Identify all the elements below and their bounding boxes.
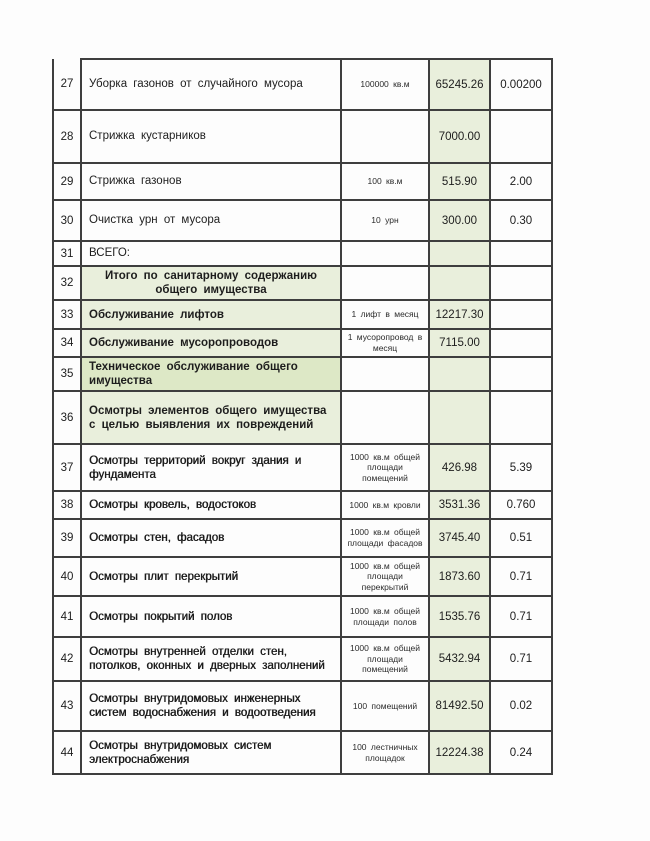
service-description-cell: Осмотры внутридомовых систем электроснабжения — [81, 731, 341, 774]
unit-of-measure-cell — [341, 110, 429, 163]
service-description-cell: Итого по санитарному содержанию общего имущества — [81, 266, 341, 300]
cost-value-cell: 81492.50 — [429, 681, 490, 731]
cost-value-cell — [429, 266, 490, 300]
table-row-33 — [53, 300, 552, 329]
row-number-cell: 37 — [53, 444, 81, 491]
service-description-cell: Осмотры плит перекрытий — [81, 557, 341, 596]
rate-value-cell: 0.30 — [490, 200, 552, 241]
table-row-32 — [53, 266, 552, 300]
table-row-27 — [53, 59, 552, 110]
rate-value-cell — [490, 300, 552, 329]
services-tariff-table — [52, 58, 553, 775]
row-number-cell: 38 — [53, 491, 81, 519]
service-description-cell: ВСЕГО: — [81, 241, 341, 266]
unit-of-measure-cell — [341, 266, 429, 300]
unit-of-measure-cell: 1000 кв.м общей площади помещений — [341, 444, 429, 491]
unit-of-measure-cell: 100 кв.м — [341, 163, 429, 200]
cost-value-cell: 7000.00 — [429, 110, 490, 163]
cost-value-cell: 3531.36 — [429, 491, 490, 519]
service-description-cell: Очистка урн от мусора — [81, 200, 341, 241]
service-description-cell: Осмотры стен, фасадов — [81, 519, 341, 557]
rate-value-cell: 0.02 — [490, 681, 552, 731]
unit-of-measure-cell: 100 лестничных площадок — [341, 731, 429, 774]
rate-value-cell: 0.71 — [490, 637, 552, 681]
row-number-cell: 32 — [53, 266, 81, 300]
rate-value-cell: 2.00 — [490, 163, 552, 200]
unit-of-measure-cell: 1000 кв.м общей площади полов — [341, 596, 429, 637]
service-description-cell: Осмотры элементов общего имущества с целью выявления их повреждений — [81, 391, 341, 444]
row-number-cell: 35 — [53, 357, 81, 391]
rate-value-cell — [490, 241, 552, 266]
table-row-36 — [53, 391, 552, 444]
cost-value-cell: 7115.00 — [429, 329, 490, 357]
row-number-cell: 34 — [53, 329, 81, 357]
row-number-cell: 39 — [53, 519, 81, 557]
table-row-41 — [53, 596, 552, 637]
service-description-cell: Стрижка газонов — [81, 163, 341, 200]
table-row-31 — [53, 241, 552, 266]
unit-of-measure-cell: 10 урн — [341, 200, 429, 241]
row-number-cell: 40 — [53, 557, 81, 596]
unit-of-measure-cell — [341, 357, 429, 391]
row-number-cell: 42 — [53, 637, 81, 681]
service-description-cell: Техническое обслуживание общего имущества — [81, 357, 341, 391]
row-number-cell: 28 — [53, 110, 81, 163]
unit-of-measure-cell: 1000 кв.м общей площади перекрытий — [341, 557, 429, 596]
rate-value-cell — [490, 110, 552, 163]
cost-value-cell: 65245.26 — [429, 59, 490, 110]
rate-value-cell: 5.39 — [490, 444, 552, 491]
service-description-cell: Осмотры покрытий полов — [81, 596, 341, 637]
rate-value-cell — [490, 391, 552, 444]
cost-value-cell: 5432.94 — [429, 637, 490, 681]
unit-of-measure-cell: 100 помещений — [341, 681, 429, 731]
unit-of-measure-cell: 1000 кв.м кровли — [341, 491, 429, 519]
rate-value-cell: 0.00200 — [490, 59, 552, 110]
cost-value-cell: 12217.30 — [429, 300, 490, 329]
cost-value-cell — [429, 241, 490, 266]
table-row-39 — [53, 519, 552, 557]
rate-value-cell: 0.71 — [490, 596, 552, 637]
row-number-cell: 27 — [53, 59, 81, 110]
service-description-cell: Обслуживание лифтов — [81, 300, 341, 329]
table-row-35 — [53, 357, 552, 391]
row-number-cell: 44 — [53, 731, 81, 774]
row-number-cell: 43 — [53, 681, 81, 731]
service-description-cell: Осмотры внутридомовых инженерных систем водоснабжения и водоотведения — [81, 681, 341, 731]
rate-value-cell: 0.24 — [490, 731, 552, 774]
rate-value-cell — [490, 329, 552, 357]
table-row-38 — [53, 491, 552, 519]
cost-value-cell — [429, 391, 490, 444]
service-description-cell: Осмотры кровель, водостоков — [81, 491, 341, 519]
rate-value-cell — [490, 357, 552, 391]
cost-value-cell: 426.98 — [429, 444, 490, 491]
table-row-40 — [53, 557, 552, 596]
unit-of-measure-cell: 1 лифт в месяц — [341, 300, 429, 329]
unit-of-measure-cell: 1000 кв.м общей площади помещений — [341, 637, 429, 681]
table-row-42 — [53, 637, 552, 681]
service-description-cell: Стрижка кустарников — [81, 110, 341, 163]
table-row-30 — [53, 200, 552, 241]
unit-of-measure-cell — [341, 391, 429, 444]
table-row-28 — [53, 110, 552, 163]
unit-of-measure-cell: 1 мусоропровод в месяц — [341, 329, 429, 357]
unit-of-measure-cell: 1000 кв.м общей площади фасадов — [341, 519, 429, 557]
row-number-cell: 30 — [53, 200, 81, 241]
cost-value-cell: 12224.38 — [429, 731, 490, 774]
cost-value-cell: 300.00 — [429, 200, 490, 241]
cost-value-cell: 515.90 — [429, 163, 490, 200]
unit-of-measure-cell: 100000 кв.м — [341, 59, 429, 110]
cost-value-cell: 1535.76 — [429, 596, 490, 637]
rate-value-cell: 0.71 — [490, 557, 552, 596]
table-row-34 — [53, 329, 552, 357]
cost-value-cell — [429, 357, 490, 391]
cost-value-cell: 1873.60 — [429, 557, 490, 596]
row-number-cell: 31 — [53, 241, 81, 266]
cost-value-cell: 3745.40 — [429, 519, 490, 557]
row-number-cell: 36 — [53, 391, 81, 444]
table-body — [53, 59, 552, 774]
unit-of-measure-cell — [341, 241, 429, 266]
table-row-43 — [53, 681, 552, 731]
rate-value-cell — [490, 266, 552, 300]
service-description-cell: Уборка газонов от случайного мусора — [81, 59, 341, 110]
table-row-29 — [53, 163, 552, 200]
service-description-cell: Осмотры внутренней отделки стен, потолков, оконных и дверных заполнений — [81, 637, 341, 681]
row-number-cell: 33 — [53, 300, 81, 329]
table-row-37 — [53, 444, 552, 491]
table-row-44 — [53, 731, 552, 774]
service-description-cell: Осмотры территорий вокруг здания и фундамента — [81, 444, 341, 491]
rate-value-cell: 0.760 — [490, 491, 552, 519]
service-description-cell: Обслуживание мусоропроводов — [81, 329, 341, 357]
rate-value-cell: 0.51 — [490, 519, 552, 557]
row-number-cell: 29 — [53, 163, 81, 200]
row-number-cell: 41 — [53, 596, 81, 637]
